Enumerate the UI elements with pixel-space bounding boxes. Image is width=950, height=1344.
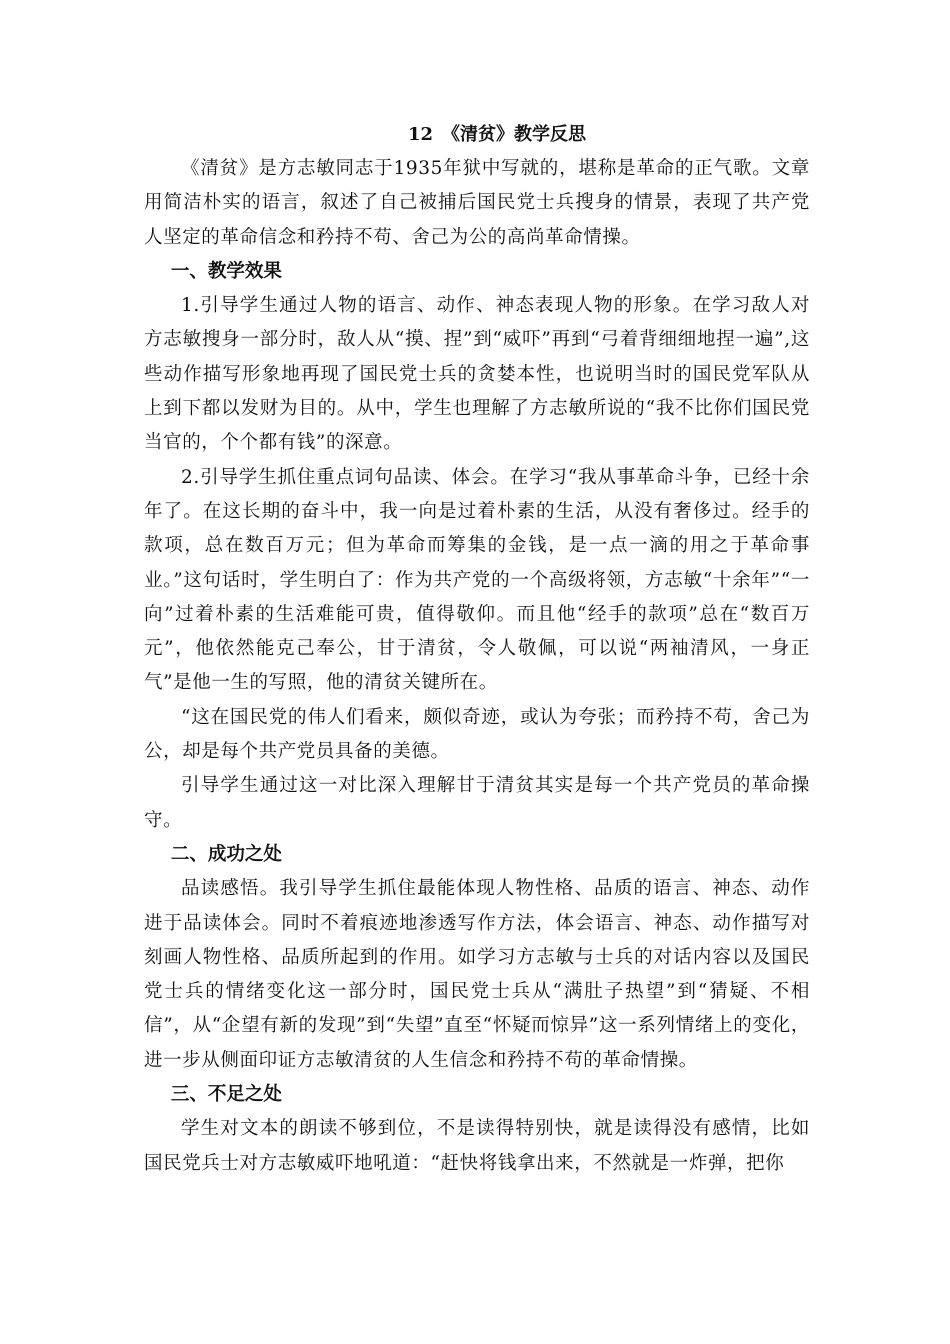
paragraph-effect-summary: 引导学生通过这一对比深入理解甘于清贫其实是每一个共产党员的革命操守。 [144, 775, 810, 831]
section-heading-shortcoming: 三、不足之处 [170, 1084, 282, 1106]
paragraph-effect-quote: “这在国民党的伟人们看来，颇似奇迹，或认为夸张；而矜持不苟，舍己为公，却是每个共产党员具备的美德。 [144, 706, 810, 763]
intro-paragraph: 《清贫》是方志敏同志于1935年狱中写就的，堪称是革命的正气歌。文章用简洁朴实的语言，叙述了自己被捕后国民党士兵搜身的情景，表现了共产党人坚定的革命信念和矜持不苟、舍己为公的高尚革命情操。 [144, 158, 810, 248]
paragraph-success: 品读感悟。我引导学生抓住最能体现人物性格、品质的语言、神态、动作进于品读体会。同时不着痕迹地渗透写作方法，体会语言、神态、动作描写对刻画人物性格、品质所起到的作用。如学习方志敏与士兵的对话内容以及国民党士兵的情绪变化这一部分时，国民党士兵从“满肚子热望”到“猜疑、不相信”，从“企望有新的发现”到“失望”直至“怀疑而惊异”这一系列情绪上的变化，进一步从侧面印证方志敏清贫的人生信念和矜持不苟的革命情操。 [144, 878, 810, 1071]
document-page [144, 118, 810, 1181]
document-title: 12 《清贫》教学反思 [407, 124, 587, 145]
paragraph-effect-1: 1.引导学生通过人物的语言、动作、神态表现人物的形象。在学习敌人对方志敏搜身一部分时，敌人从“摸、捏”到“威吓”再到“弓着背细细地捏一遍”,这些动作描写形象地再现了国民党士兵的贪婪本性，也说明当时的国民党军队从上到下都以发财为目的。从中，学生也理解了方志敏所说的“我不比你们国民党当官的，个个都有钱”的深意。 [144, 295, 810, 454]
paragraph-effect-2: 2.引导学生抓住重点词句品读、体会。在学习“我从事革命斗争，已经十余年了。在这长期的奋斗中，我一向是过着朴素的生活，从没有奢侈过。经手的款项，总在数百万元；但为革命而筹集的金钱，是一点一滴的用之于革命事业。”这句话时，学生明白了：作为共产党的一个高级将领，方志敏“十余年”“一向”过着朴素的生活难能可贵，值得敬仰。而且他“经手的款项”总在“数百万元”，他依然能克己奉公，甘于清贫，令人敬佩，可以说“两袖清风，一身正气”是他一生的写照，他的清贫关键所在。 [144, 466, 810, 694]
section-heading-success: 二、成功之处 [170, 843, 282, 865]
paragraph-shortcoming: 学生对文本的朗读不够到位，不是读得特别快，就是读得没有感情，比如国民党兵士对方志敏威吓地吼道：“赶快将钱拿出来，不然就是一炸弹，把你 [144, 1118, 810, 1174]
section-heading-teaching-effect: 一、教学效果 [170, 260, 282, 282]
